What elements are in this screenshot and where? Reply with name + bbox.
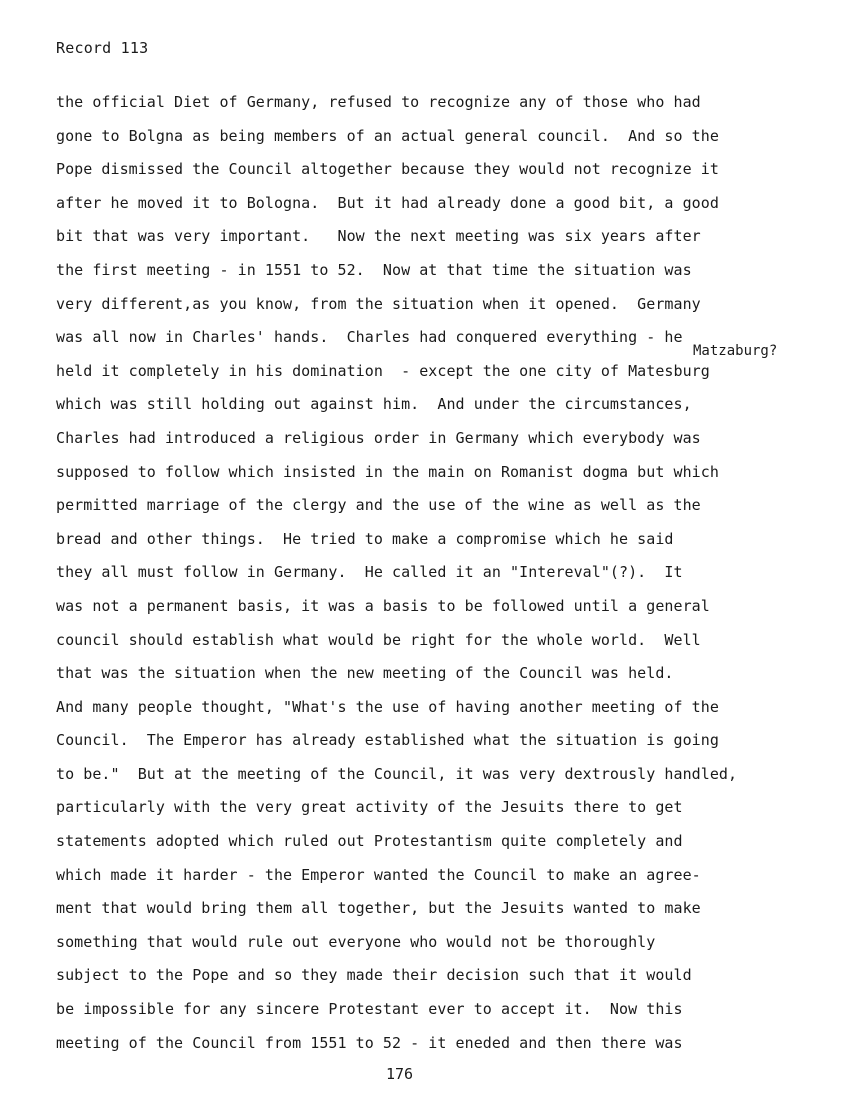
text-line: that was the situation when the new meeting of the Council was held. (56, 664, 674, 683)
text-line: Charles had introduced a religious order in Germany which everybody was (56, 428, 701, 447)
text-line: held it completely in his domination - except the one city of Matesburg (56, 361, 710, 380)
text-line: Council. The Emperor has already established what the situation is going (56, 731, 719, 750)
text-line: meeting of the Council from 1551 to 52 - it eneded and then there was (56, 1033, 683, 1052)
text-line: permitted marriage of the clergy and the use of the wine as well as the (56, 496, 701, 515)
text-line: bread and other things. He tried to make a compromise which he said (56, 529, 674, 548)
handwritten-annotation: Matzaburg? (693, 343, 778, 359)
text-line: they all must follow in Germany. He called it an "Intereval"(?). It (56, 563, 683, 582)
text-line: something that would rule out everyone who would not be thoroughly (56, 932, 656, 951)
text-line: be impossible for any sincere Protestant ever to accept it. Now this (56, 1000, 683, 1019)
text-line: very different,as you know, from the situation when it opened. Germany (56, 294, 701, 313)
text-line: the official Diet of Germany, refused to recognize any of those who had (56, 93, 701, 111)
text-line: gone to Bolgna as being members of an actual general council. And so the (56, 126, 719, 145)
text-line: Pope dismissed the Council altogether because they would not recognize it (56, 160, 719, 179)
body-text (56, 90, 836, 1064)
text-line: which was still holding out against him. And under the circumstances, (56, 395, 692, 414)
text-line: And many people thought, "What's the use of having another meeting of the (56, 697, 719, 716)
text-line: the first meeting - in 1551 to 52. Now at that time the situation was (56, 260, 692, 279)
text-line: was all now in Charles' hands. Charles had conquered everything - he (56, 328, 683, 347)
page-number: 176 (386, 1065, 414, 1083)
text-line: which made it harder - the Emperor wanted the Council to make an agree- (56, 865, 701, 884)
text-line: council should establish what would be right for the whole world. Well (56, 630, 701, 649)
text-line: supposed to follow which insisted in the main on Romanist dogma but which (56, 462, 719, 481)
record-header: Record 113 (56, 39, 149, 57)
text-line: subject to the Pope and so they made their decision such that it would (56, 966, 692, 985)
text-line: statements adopted which ruled out Protestantism quite completely and (56, 832, 683, 851)
text-line: ment that would bring them all together, but the Jesuits wanted to make (56, 899, 701, 918)
text-line: bit that was very important. Now the next meeting was six years after (56, 227, 701, 246)
text-line: was not a permanent basis, it was a basis to be followed until a general (56, 596, 710, 615)
text-line: after he moved it to Bologna. But it had already done a good bit, a good (56, 193, 719, 212)
text-line: to be." But at the meeting of the Council, it was very dextrously handled, (56, 764, 738, 783)
text-line: particularly with the very great activity of the Jesuits there to get (56, 798, 683, 817)
